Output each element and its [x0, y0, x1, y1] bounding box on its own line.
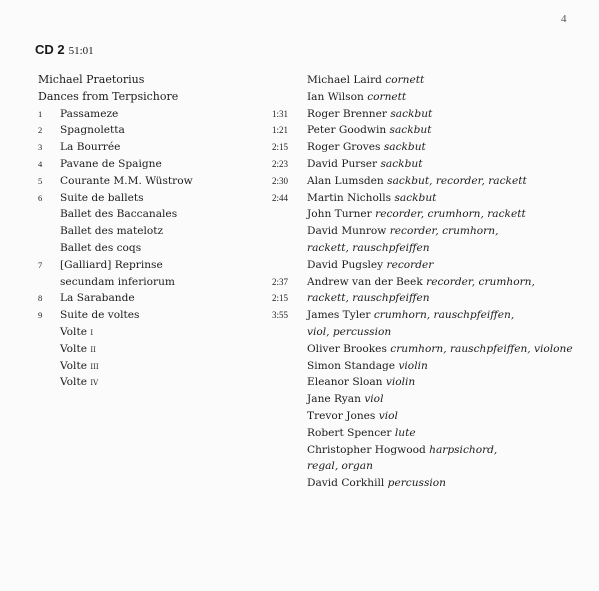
track-row: [38, 240, 288, 257]
performer-name: Ian Wilson: [307, 90, 364, 103]
performer-name: Trevor Jones: [307, 409, 376, 422]
performer-row: [307, 122, 597, 139]
track-number: 5: [38, 175, 43, 186]
performer-name: David Munrow: [307, 225, 387, 238]
track-title: [60, 257, 163, 274]
track-duration: 2:15: [271, 293, 288, 304]
track-row: [38, 106, 288, 123]
track-title: [60, 223, 163, 240]
performer-row: [307, 408, 597, 425]
performer-instrument: rackett, rauschpfeiffen: [307, 292, 430, 305]
performer-row: [307, 257, 597, 274]
performer-instrument: sackbut: [380, 157, 423, 170]
performer-name: Robert Spencer: [307, 426, 392, 439]
track-title-text: Spagnoletta: [60, 124, 125, 137]
track-row: [38, 274, 288, 291]
track-row: [38, 223, 288, 240]
performer-name: Eleanor Sloan: [307, 376, 383, 389]
track-number: 2: [38, 125, 43, 136]
track-title: [60, 106, 118, 123]
track-title: [60, 324, 93, 341]
performer-instrument: sackbut: [390, 107, 433, 120]
track-title: [60, 206, 177, 223]
performer-name: Christopher Hogwood: [307, 443, 426, 456]
track-title-text: Volte: [60, 359, 87, 372]
track-row: [38, 307, 288, 324]
performer-row: [307, 156, 597, 173]
performer-name: Simon Standage: [307, 359, 396, 372]
performer-name: Peter Goodwin: [307, 124, 387, 137]
performer-name: Roger Groves: [307, 141, 381, 154]
performer-row: [307, 290, 597, 307]
performer-instrument: sackbut: [383, 141, 426, 154]
volte-numeral: i: [90, 325, 94, 338]
track-number: 9: [38, 310, 43, 321]
performer-row: [307, 190, 597, 207]
tracklist: [38, 72, 288, 391]
performer-name: Jane Ryan: [307, 393, 361, 406]
cd-duration: 51:01: [68, 45, 94, 57]
performer-instrument: lute: [394, 426, 416, 439]
track-title-text: Ballet des matelotz: [60, 225, 164, 238]
track-title: [60, 190, 144, 207]
track-title-text: Suite de voltes: [60, 309, 140, 322]
volte-numeral: iv: [90, 376, 99, 389]
performer-name: Alan Lumsden: [307, 174, 384, 187]
cd-header: [35, 42, 94, 57]
track-number: 4: [38, 158, 43, 169]
performer-name: Roger Brenner: [307, 107, 387, 120]
page-number: 4: [561, 13, 567, 25]
track-title-text: La Bourrée: [60, 141, 121, 154]
performer-row: [307, 307, 597, 324]
performer-row: [307, 425, 597, 442]
track-row: [38, 173, 288, 190]
track-title: [60, 307, 140, 324]
performer-name: Michael Laird: [307, 74, 382, 86]
track-title-text: Volte: [60, 325, 87, 338]
performer-instrument: violin: [385, 376, 416, 389]
performer-row: [307, 72, 597, 89]
performer-name: John Turner: [307, 208, 372, 221]
performer-name: James Tyler: [307, 309, 371, 322]
track-title-text: Pavane de Spaigne: [60, 157, 162, 170]
volte-numeral: iii: [90, 359, 99, 372]
track-duration: 3:55: [271, 310, 288, 321]
track-title: [60, 139, 120, 156]
track-duration: 2:44: [271, 192, 288, 203]
track-row: [38, 190, 288, 207]
track-title: [60, 240, 141, 257]
performer-instrument: recorder, crumhorn,: [389, 225, 499, 238]
performer-row: [307, 206, 597, 223]
performer-row: [307, 374, 597, 391]
performer-instrument: regal, organ: [307, 460, 373, 473]
track-title: [60, 341, 96, 358]
performer-row: [307, 240, 597, 257]
performer-list: [307, 72, 597, 492]
track-title-text: Ballet des coqs: [60, 241, 142, 254]
track-row: [38, 156, 288, 173]
performer-instrument: crumhorn, rauschpfeiffen, violone: [390, 342, 573, 355]
performer-instrument: cornett: [367, 90, 407, 103]
performer-name: Andrew van der Beek: [307, 275, 423, 288]
performer-instrument: cornett: [385, 74, 425, 86]
performer-row: [307, 341, 597, 358]
performer-instrument: sackbut: [389, 124, 432, 137]
track-row: [38, 139, 288, 156]
performer-instrument: recorder: [386, 258, 434, 271]
track-list: [38, 106, 288, 392]
track-title-text: La Sarabande: [60, 292, 135, 305]
performer-row: [307, 458, 597, 475]
track-title-text: secundam inferiorum: [60, 275, 175, 288]
track-duration: 2:37: [271, 276, 288, 287]
track-row: [38, 374, 288, 391]
performer-instrument: crumhorn, rauschpfeiffen,: [373, 309, 515, 322]
track-title-text: Passameze: [60, 107, 119, 120]
work-title: Dances from Terpsichore: [38, 89, 179, 103]
performer-row: [307, 89, 597, 106]
performer-row: [307, 173, 597, 190]
track-row: [38, 324, 288, 341]
track-title-text: Courante M.M. Wüstrow: [60, 174, 193, 187]
track-row: [38, 206, 288, 223]
performer-row: [307, 106, 597, 123]
performer-instrument: sackbut, recorder, rackett: [387, 174, 527, 187]
cd-label: CD 2: [35, 42, 65, 57]
performer-instrument: recorder, crumhorn,: [426, 275, 535, 288]
performer-name: David Pugsley: [307, 258, 384, 271]
performer-instrument: harpsichord,: [429, 443, 498, 456]
performer-instrument: viol: [364, 393, 384, 406]
track-row: [38, 358, 288, 375]
track-title: [60, 374, 98, 391]
performer-row: [307, 442, 597, 459]
track-title-text: Volte: [60, 342, 87, 355]
performer-name: David Corkhill: [307, 477, 385, 490]
track-row: [38, 257, 288, 274]
volte-numeral: ii: [90, 342, 96, 355]
performer-name: David Purser: [307, 157, 378, 170]
track-title: [60, 290, 135, 307]
track-duration: 2:30: [271, 175, 288, 186]
performer-row: [307, 274, 597, 291]
track-row: [38, 122, 288, 139]
performer-row: [307, 391, 597, 408]
track-number: 7: [38, 259, 43, 270]
performer-row: [307, 475, 597, 492]
track-title-text: Suite de ballets: [60, 191, 144, 204]
track-duration: 2:23: [271, 158, 288, 169]
track-title: [60, 274, 175, 291]
performer-instrument: viol: [378, 409, 398, 422]
track-title: [60, 173, 193, 190]
performer-name: Oliver Brookes: [307, 342, 387, 355]
track-row: [38, 290, 288, 307]
track-title-text: [Galliard] Reprinse: [60, 258, 163, 271]
track-number: 3: [38, 142, 43, 153]
performer-instrument: rackett, rauschpfeiffen: [307, 241, 430, 254]
track-duration: 1:31: [271, 108, 288, 119]
track-number: 6: [38, 192, 43, 203]
track-row: [38, 341, 288, 358]
track-duration: 2:15: [271, 142, 288, 153]
track-title: [60, 358, 99, 375]
performer-instrument: sackbut: [394, 191, 437, 204]
track-number: 8: [38, 293, 43, 304]
track-title-text: Volte: [60, 376, 87, 389]
performer-instrument: violin: [398, 359, 428, 372]
performer-row: [307, 358, 597, 375]
performer-row: [307, 324, 597, 341]
performer-instrument: percussion: [387, 477, 447, 490]
composer-name: Michael Praetorius: [38, 73, 145, 86]
track-number: 1: [38, 108, 43, 119]
track-title: [60, 156, 162, 173]
track-duration: 1:21: [271, 125, 288, 136]
performer-instrument: recorder, crumhorn, rackett: [375, 208, 526, 221]
track-title: [60, 122, 125, 139]
performer-row: [307, 139, 597, 156]
track-title-text: Ballet des Baccanales: [60, 208, 178, 221]
performer-row: [307, 223, 597, 240]
performer-name: Martin Nicholls: [307, 191, 392, 204]
performer-instrument: viol, percussion: [307, 325, 392, 338]
